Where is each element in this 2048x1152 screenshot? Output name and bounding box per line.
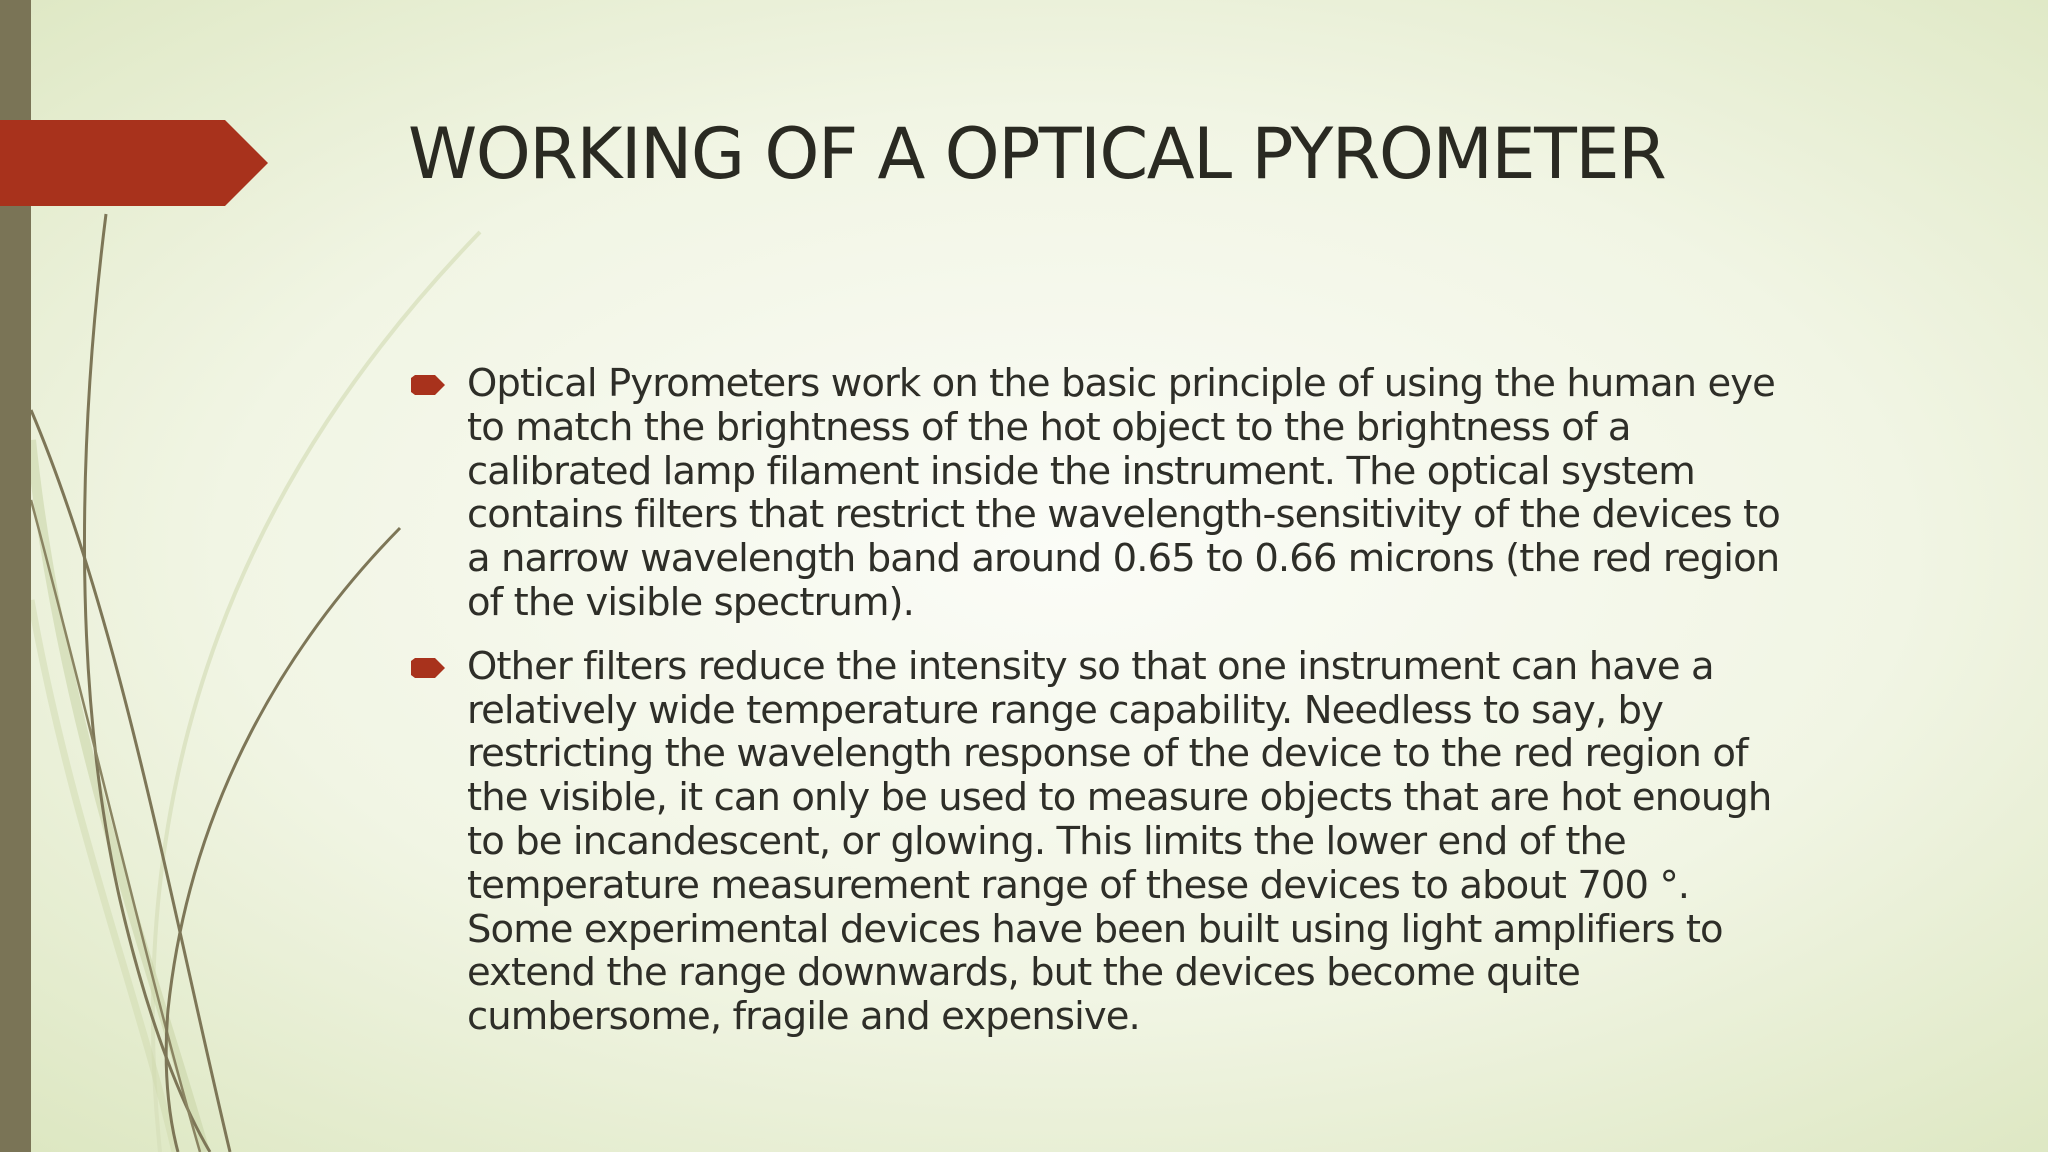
- text-line: cumbersome, fragile and expensive.: [467, 994, 1140, 1040]
- text-line: to be incandescent, or glowing. This limits the lower end of the: [467, 818, 1626, 864]
- text-line: of the visible spectrum).: [467, 579, 915, 625]
- text-line: to match the brightness of the hot object to the brightness of a: [467, 404, 1631, 450]
- text-line: Optical Pyrometers work on the basic principle of using the human eye: [467, 361, 1775, 406]
- text-line: a narrow wavelength band around 0.65 to 0.66 microns (the red region: [467, 536, 1780, 582]
- text-line: the visible, it can only be used to measure objects that are hot enough: [467, 775, 1772, 821]
- text-line: relatively wide temperature range capability. Needless to say, by: [467, 687, 1663, 733]
- bullet-item: [408, 645, 1888, 1039]
- arrow-bullet-icon: [411, 658, 445, 678]
- text-line: contains filters that restrict the wavelength-sensitivity of the devices to: [467, 492, 1780, 538]
- slide-title: WORKING OF A OPTICAL PYROMETER: [408, 113, 1666, 195]
- title-arrow-shape: [0, 120, 268, 206]
- bullet-text: [467, 645, 1888, 1039]
- text-line: extend the range downwards, but the devices become quite: [467, 950, 1580, 996]
- text-line: Some experimental devices have been built using light amplifiers to: [467, 906, 1723, 952]
- bullet-list: [408, 362, 1888, 1059]
- bullet-text: [467, 362, 1888, 625]
- text-line: calibrated lamp filament inside the instrument. The optical system: [467, 448, 1695, 494]
- bullet-item: [408, 362, 1888, 625]
- arrow-bullet-icon: [411, 375, 445, 395]
- text-line: temperature measurement range of these devices to about 700 °.: [467, 862, 1690, 908]
- text-line: restricting the wavelength response of the device to the red region of: [467, 731, 1748, 777]
- text-line: Other filters reduce the intensity so that one instrument can have a: [467, 643, 1714, 689]
